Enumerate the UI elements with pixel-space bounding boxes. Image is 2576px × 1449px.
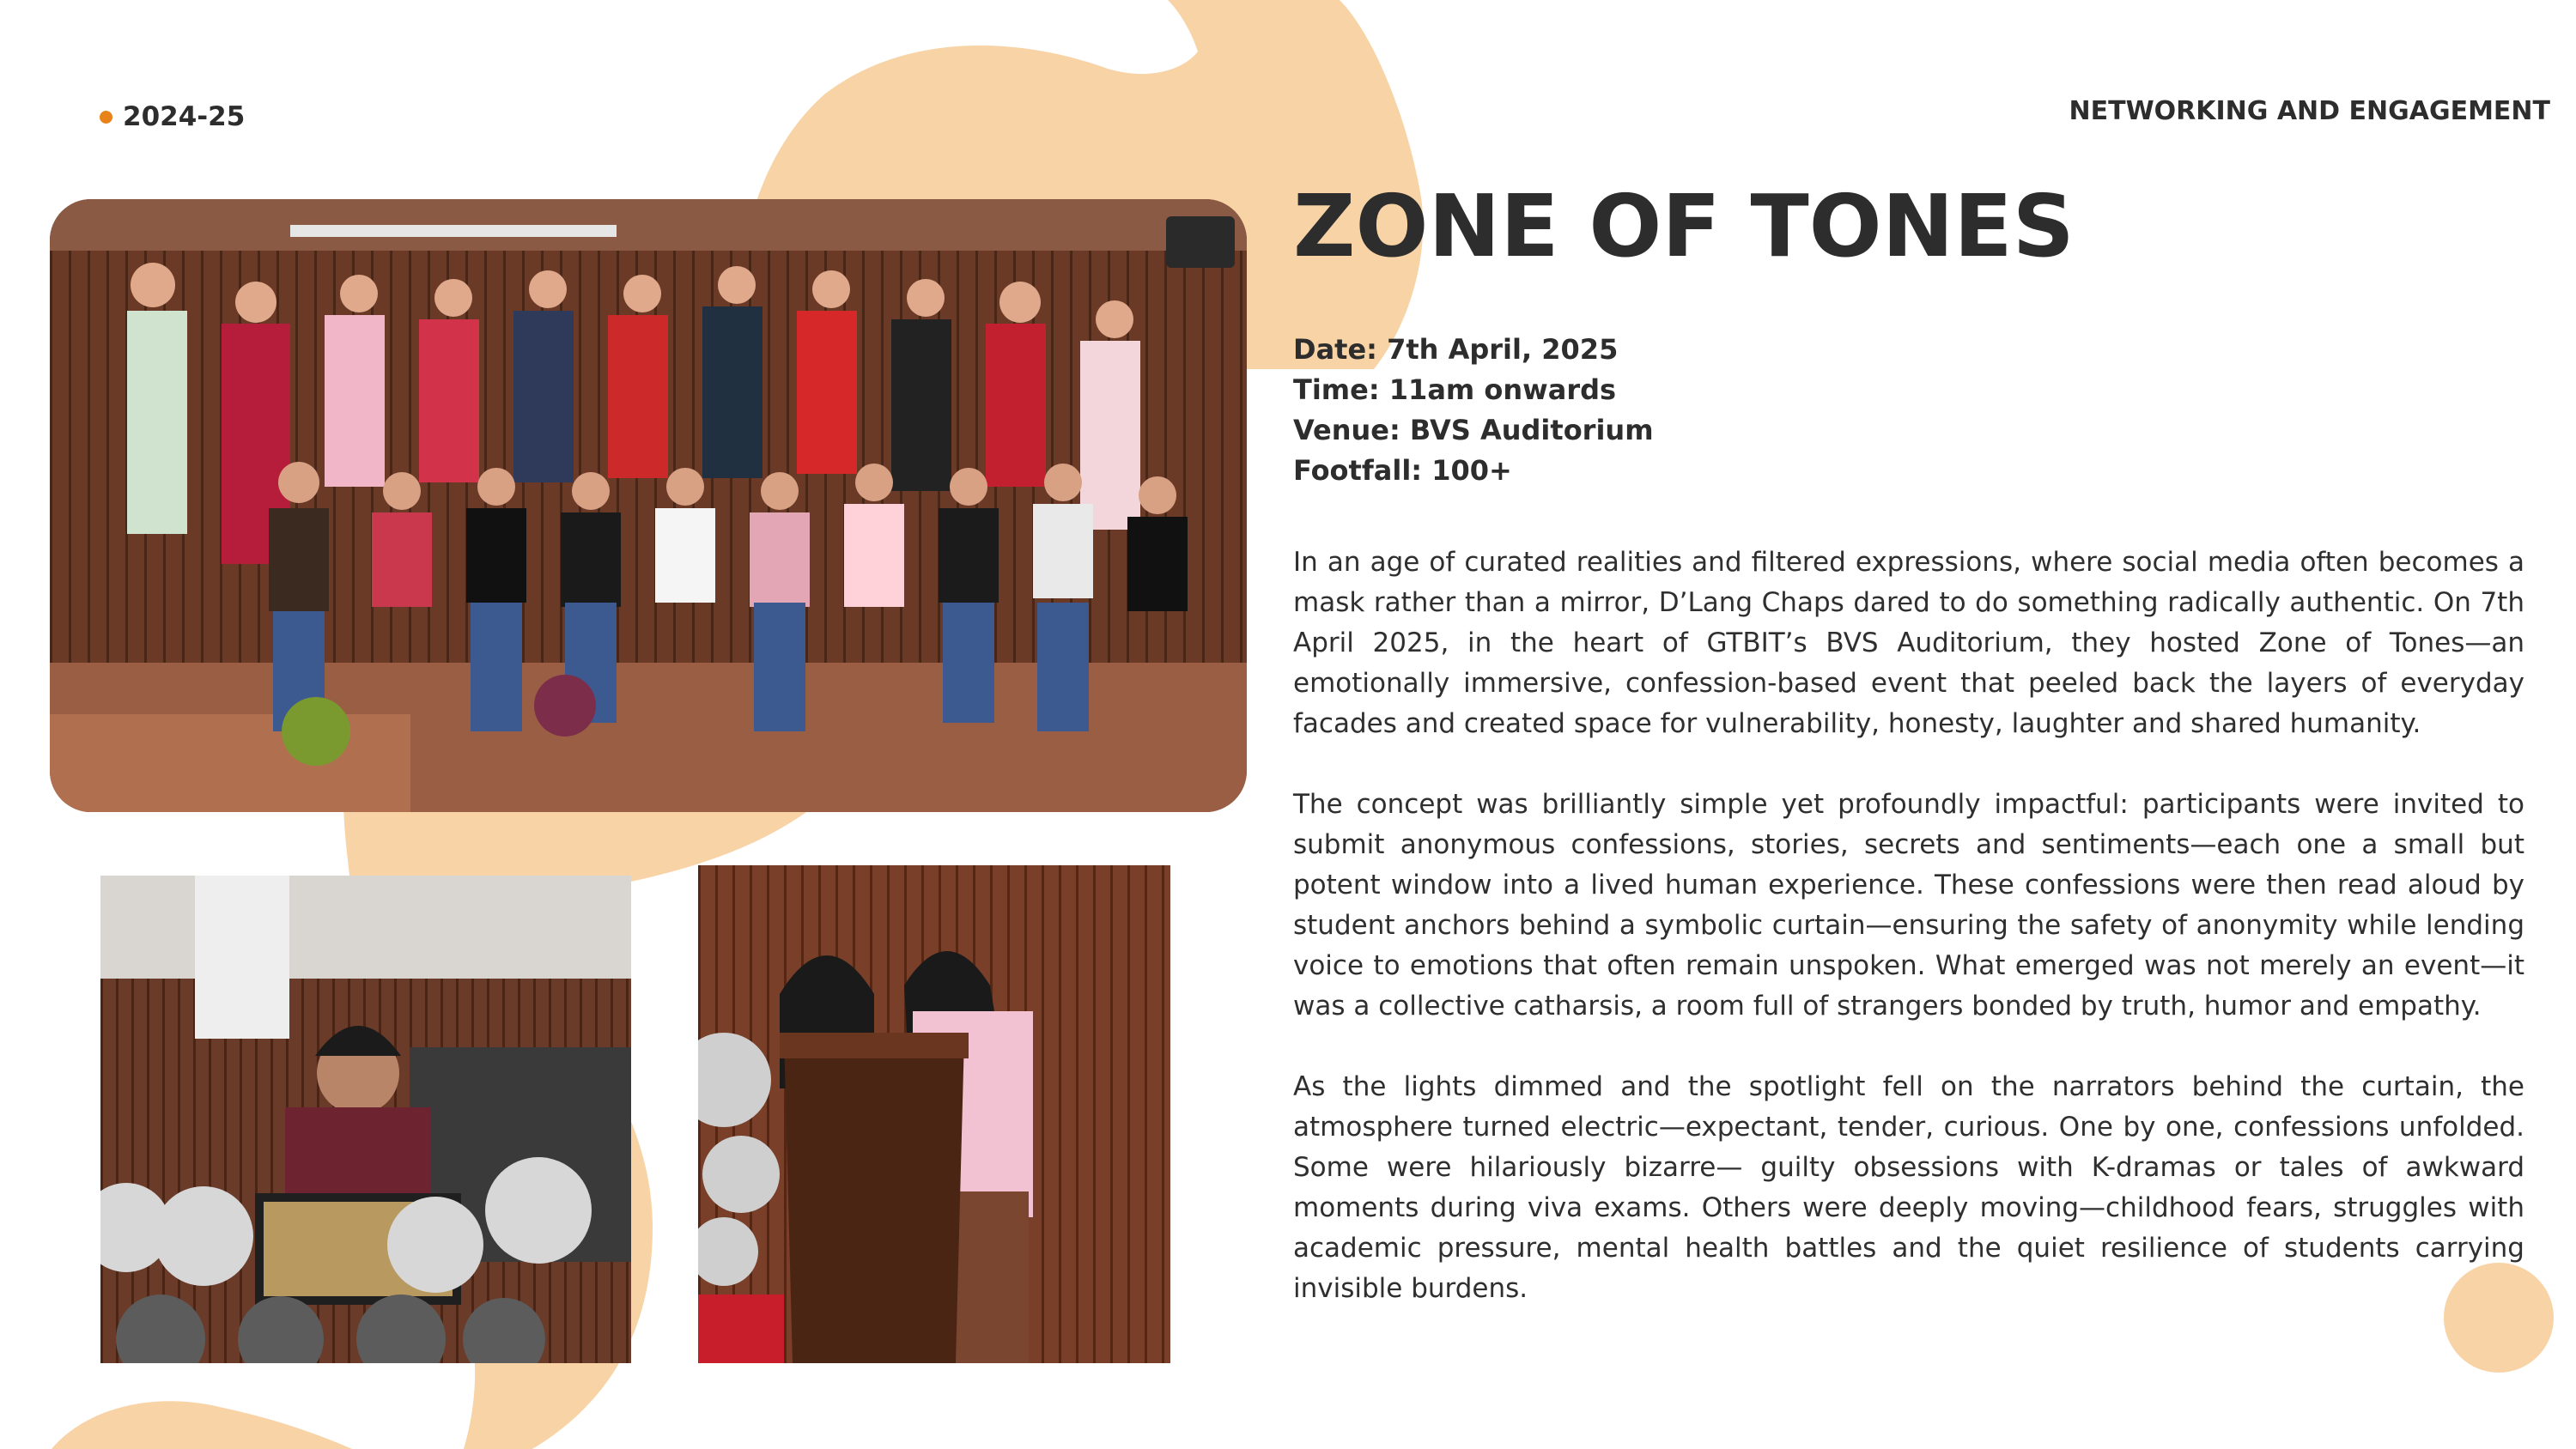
description-paragraph-1: In an age of curated realities and filtered expressions, where social media often becomes a mask rather than a mirror, D’Lang Chaps dared to do something radically authentic. On 7th April 2025, in the heart of GTBIT’s BVS Auditorium, they hosted Zone of Tones—an emotionally immersive, confession-based event that peeled back the layers of everyday facades and created space for vulnerability, honesty, laughter and shared humanity. — [1293, 547, 2524, 739]
event-date: Date: 7th April, 2025 — [1293, 333, 1619, 366]
section-heading: NETWORKING AND ENGAGEMENT — [2069, 96, 2550, 126]
event-details — [1293, 330, 1654, 491]
event-footfall: Footfall: 100+ — [1293, 454, 1512, 487]
year-text: 2024-25 — [123, 101, 246, 132]
speaker-photo — [100, 876, 631, 1363]
event-time: Time: 11am onwards — [1293, 373, 1617, 406]
podium-photo — [698, 865, 1170, 1363]
event-venue: Venue: BVS Auditorium — [1293, 414, 1654, 446]
peach-blob-bottom-left — [52, 1401, 352, 1449]
year-label — [100, 101, 245, 132]
event-title: ZONE OF TONES — [1293, 176, 2075, 276]
description-paragraph-3: As the lights dimmed and the spotlight fell on the narrators behind the curtain, the atmosphere turned electric—expectant, tender, curious. One by one, confessions unfolded. Some were hilariously bizarre— guilty obsessions with K-dramas or tales of awkward moments during viva exams. Others were deeply moving—childhood fears, struggles with academic pressure, mental health battles and the quiet resilience of students carrying invisible burdens. — [1293, 1071, 2524, 1304]
group-photo — [50, 199, 1247, 812]
orange-bullet-icon — [100, 111, 112, 124]
description-paragraph-2: The concept was brilliantly simple yet profoundly impactful: participants were invited to submit anonymous confessions, stories, secrets and sentiments—each one a small but potent window into a lived human experience. These confessions were then read aloud by student anchors behind a symbolic curtain—ensuring the safety of anonymity while lending voice to emotions that often remain unspoken. What emerged was not merely an event—it was a collective catharsis, a room full of strangers bonded by truth, humor and empathy. — [1293, 789, 2524, 1022]
event-description — [1293, 543, 2524, 1349]
